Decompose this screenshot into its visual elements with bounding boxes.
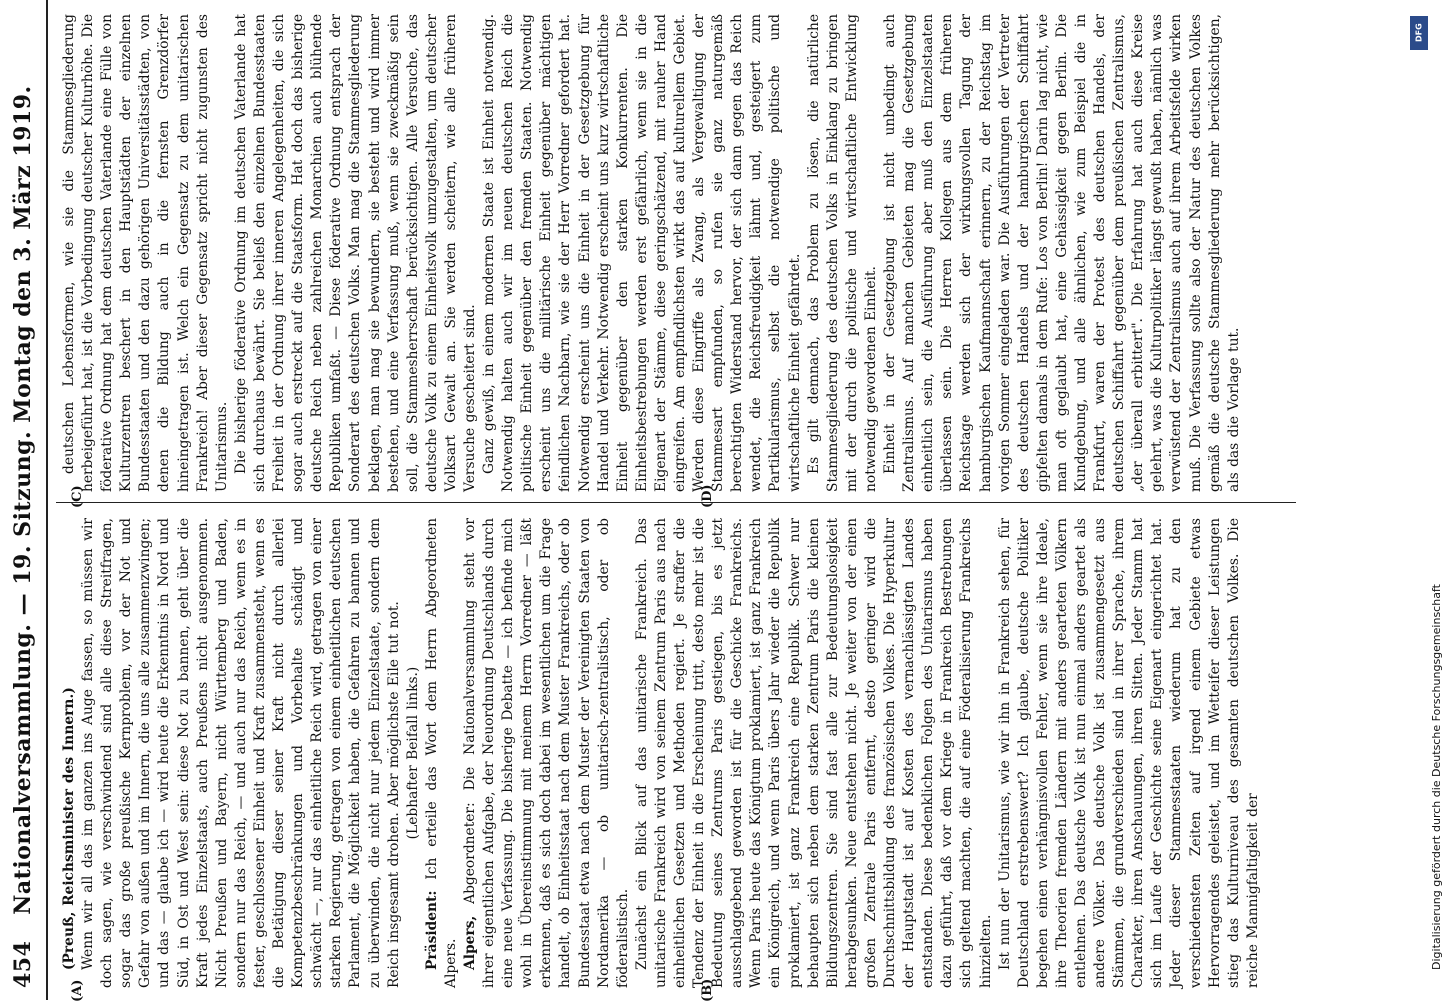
paragraph xyxy=(79,518,404,988)
margin-marker-a: (A) xyxy=(70,979,85,1002)
paragraph xyxy=(805,14,881,492)
paragraph-text: deutschen Lebensformen, wie sie die Stammesgliederung herbeigeführt hat, ist die Vorbedingung deutscher Kulturhöhe. Die föderative Ordnung hat dem deutschen Vaterlande eine Fülle von Kulturzentren beschert in den Hauptstädten der einzelnen Bundesstaaten und den dazu gehörigen Universitätsstädten, von denen die Bildung auch in die fernsten Grenzdörfer hineingetragen ist. Welch ein Gegensatz zu dem unitarischen Frankreich! Aber dieser Gegensatz spricht nicht zugunsten des Unitarismus. xyxy=(61,14,230,492)
paragraph-text: Ist nun der Unitarismus, wie wir ihn in Frankreich sehen, für Deutschland erstrebenswert? Ich glaube, deutsche Politiker begehen einen verhängnisvollen Fehler, wenn sie ihre Ideale, ihre Theorien fremden Ländern mit anders gearteten Völkern entlehnen. Das deutsche Volk ist nun einmal anders geartet als andere Völker. Das deutsche Volk ist zusammengesetzt aus Stämmen, die grundverschieden sind in ihrer Sprache, ihrem Charakter, ihren Anschauungen, ihren Sitten. Jeder Stamm hat sich im Laufe der Geschichte seine Eigenart eingerichtet hat. Jeder dieser Stammesstaaten wiederum hat zu den verschiedensten Zeiten auf irgend einem Gebiete etwas Hervorragendes geleistet, und im Wetteifer dieser Leistungen stieg das Kulturniveau des gesamten deutschen Volkes. Die reiche Mannigfaltigkeit der xyxy=(996,518,1261,988)
column-divider xyxy=(56,502,1296,503)
left-column xyxy=(60,518,1263,988)
page-header xyxy=(10,12,44,988)
digitization-note: Digitalisierung gefördert durch die Deutsche Forschungsgemeinschaft xyxy=(1430,584,1443,970)
paragraph xyxy=(480,14,805,492)
paragraph-text: Abgeordneter: Die Nationalversammlung steht vor ihrer eigentlichen Aufgabe, der Neuordnung Deutschlands durch eine neue Verfassung. Die bisherige Debatte — ich befinde mich wohl in Übereinstimmung mit meinem Herrn Vorredner — läßt erkennen, daß es sich doch dabei im wesentlichen um die Frage handelt, ob Einheitsstaat nach dem Muster Frankreichs, oder ob Bundesstaat etwa nach dem Muster der Vereinigten Staaten von Nordamerika — ob unitarisch-zentralistisch, oder ob föderalistisch. xyxy=(461,518,631,988)
speaker-name: Alpers, xyxy=(461,915,478,970)
paragraph xyxy=(232,14,480,492)
paragraph xyxy=(423,518,461,988)
paragraph-text: Einheit in der Gesetzgebung ist nicht unbedingt auch Zentralismus. Auf manchen Gebieten mag die Gesetzgebung einheitlich sein, die Ausführung aber muß den Einzelstaaten überlassen sein. Die Herren Kollegen aus dem früheren Reichstage werden sich der wirkungsvollen Tagung der hamburgischen Kaufmannschaft erinnern, zu der Reichstag im vorigen Sommer eingeladen war. Die Ausführungen der Vertreter des deutschen Handels und der hamburgischen Schiffahrt gipfelten damals in dem Rufe: Los von Berlin! Darin lag nicht, wie man oft geglaubt hat, eine Gehässigkeit gegen Berlin. Die Kundgebung, und alle ähnlichen, wie zum Beispiel die in Frankfurt, waren der Protest des deutschen Handels, der deutschen Schiffahrt gegenüber dem preußischen Zentralismus, „der überall erbittert". Die Erfahrung hat auch diese Kreise gelehrt, was die Kulturpolitiker längst gewußt haben, nämlich was verwüstend der Zentralismus auch auf ihrem Arbeitsfelde wirken muß. Die Verfassung sollte also der Natur des deutschen Volkes gemäß die deutsche Stammesgliederung mehr berücksichtigen, als das die Vorlage tut. xyxy=(882,14,1242,492)
paragraph xyxy=(633,518,996,988)
paragraph-text: (Lebhafter Beifall links.) xyxy=(404,666,421,840)
paragraph-text: Es gilt demnach, das Problem zu lösen, die natürliche Stammesgliederung des deutschen Volks in Einklang zu bringen mit der durch die politische und wirtschaftliche Entwicklung notwendig gewordenen Einheit. xyxy=(805,14,879,492)
speaker-name: (Preuß, Reichsminister des Innern.) xyxy=(61,687,77,970)
digitization-sidebar xyxy=(1408,10,1443,990)
paragraph-text: Wenn wir all das im ganzen ins Auge fassen, so müssen wir doch sagen, wie verschwindend sind alle diese Streitfragen, sogar das große preußische Kernproblem, vor der Not und Gefahr von außen und im Innern, die uns alle zusammenzwingen; und das — glaube ich — wird heute die Erkenntnis in Nord und Süd, in Ost und West sein: diese Not zu bannen, geht über die Kraft jedes Einzelstaats, auch Preußens nicht ausgenommen. Nicht Preußen und Bayern, nicht Württemberg und Baden, sondern nur das Reich, — und auch nur das Reich, wenn es in fester, geschlossener Einheit und Kraft zusammensteht, wenn es die Betätigung dieser seiner Kraft nicht durch allerlei Kompetenzbeschränkungen und Vorbehalte schädigt und schwächt —, nur das einheitliche Reich wird, getragen von einer starken Regierung, getragen von einem einheitlichen deutschen Parlament, die Möglichkeit haben, die Gefahren zu bannen und zu überwinden, die nicht nur jedem Einzelstaate, sondern dem Reich insgesamt drohen. Aber möglichste Eile tut not. xyxy=(80,518,402,988)
margin-marker-b: (B) xyxy=(700,978,715,1002)
margin-marker-c: (C) xyxy=(70,485,85,508)
paragraph xyxy=(404,518,423,988)
paragraph xyxy=(60,518,79,988)
paragraph-text: Die bisherige föderative Ordnung im deutschen Vaterlande hat sich durchaus bewährt. Sie beließ den einzelnen Bundesstaaten Freiheit in der Ordnung ihrer inneren Angelegenheiten, die sich sogar auch erstreckt auf die Staatsform. Hat doch das bisherige deutsche Reich neben zahlreichen Monarchien auch blühende Republiken umfaßt. — Diese föderative Ordnung entsprach der Sonderart des deutschen Volks. Man mag die Stammesgliederung beklagen, man mag sie bewundern, sie besteht und wird immer bestehen, und eine Verfassung muß, wenn sie zweckmäßig sein soll, die Stammesherrschaft berücksichtigen. Alle Versuche, das deutsche Volk zu einem Einheitsvolk umzugestalten, um deutscher Volksart Gewalt an. Sie werden scheitern, wie alle früheren Versuche gescheitert sind. xyxy=(232,14,478,492)
paragraph xyxy=(461,518,633,988)
speaker-name: Präsident: xyxy=(423,890,440,970)
header-rule xyxy=(46,0,48,1000)
page-number: 454 xyxy=(10,940,36,988)
paragraph xyxy=(881,14,1244,492)
paragraph xyxy=(60,14,232,492)
paragraph-text: Zunächst ein Blick auf das unitarische Frankreich. Das unitarische Frankreich wird von seinem Zentrum Paris aus nach einheitlichen Gesetzen und Methoden regiert. Je straffer die Tendenz der Einheit in die Erscheinung tritt, desto mehr ist die Bedeutung seines Zentrums Paris gestiegen, bis es jetzt ausschlaggebend geworden ist für die Geschicke Frankreichs. Wenn Paris heute das Königtum proklamiert, ist ganz Frankreich ein Königreich, und wenn Paris übers Jahr wieder die Republik proklamiert, ist ganz Frankreich eine Republik. Schwer nur behaupten sich neben dem starken Zentrum Paris die kleinen Bildungszentren. Sie sind fast alle zur Bedeutungslosigkeit herabgesunken. Neue entstehen nicht. Je weiter von der einen großen Zentrale Paris entfernt, desto geringer wird die Durchschnittsbildung des französischen Volkes. Die Hyperkultur der Hauptstadt ist auf Kosten des vernachlässigten Landes entstanden. Diese bedenklichen Folgen des Unitarismus haben dazu geführt, daß vor dem Kriege in Frankreich Bestrebungen sich geltend machten, die auf eine Föderalisierung Frankreichs hinzielten. xyxy=(633,518,994,988)
dfg-logo: DFG xyxy=(1410,16,1428,50)
margin-marker-d: (D) xyxy=(700,484,715,508)
paragraph xyxy=(996,518,1263,988)
page-title: Nationalversammlung. — 19. Sitzung. Montag den 3. März 1919. xyxy=(10,85,36,915)
paragraph-text: Ich erteile das Wort dem Herrn Abgeordneten Alpers. xyxy=(423,518,459,988)
paragraph-text: Ganz gewiß, in einem modernen Staate ist Einheit notwendig. Notwendig halten auch wir im neuen deutschen Reich die politische Einheit gegenüber den fremden Staaten. Notwendig erscheint uns die militärische Einheit gegenüber mächtigen feindlichen Nachbarn, wie sie der Herr Vorredner gefordert hat. Notwendig erscheint uns die Einheit in der Gesetzgebung für Handel und Verkehr. Notwendig erscheint uns kurz wirtschaftliche Einheit gegenüber den starken Konkurrenten. Die Einheitsbestrebungen werden erst gefährlich, wenn sie in die Eigenart der Stämme, diese geringschätzend, mit rauher Hand eingreifen. Am empfindlichsten wirkt das auf kulturellem Gebiet. Werden diese Eingriffe als Zwang, als Vergewaltigung der Stammesart empfunden, so rufen sie ganz naturgemäß berechtigten Widerstand hervor, der sich dann gegen das Reich wendet, die Reichsfreudigkeit lähmt und, gesteigert zum Partikularismus, selbst die notwendige politische und wirtschaftliche Einheit gefährdet. xyxy=(481,14,803,492)
right-column xyxy=(60,14,1244,492)
